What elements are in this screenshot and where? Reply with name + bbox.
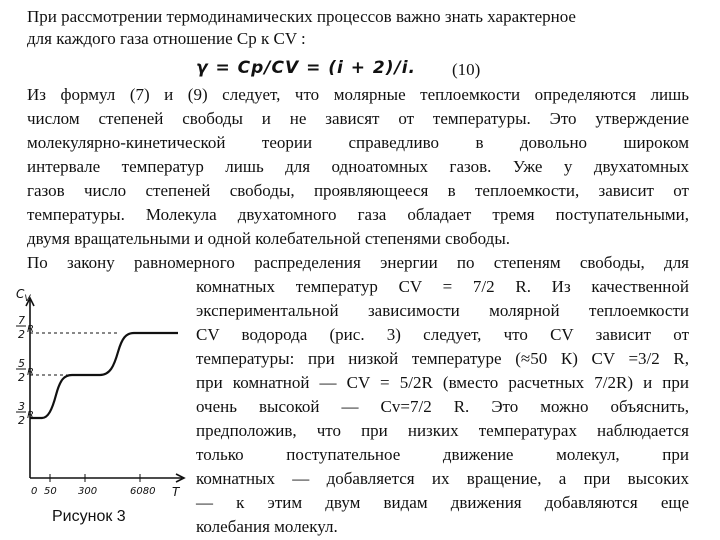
text-line-p3-5: температуры: при низкой температуре (≈50 К) CV =3/2 R, bbox=[196, 349, 689, 368]
text-line-p3-10: комнатных — добавляется их вращение, а при высоких bbox=[196, 469, 689, 488]
x-tick-0: 0 bbox=[31, 486, 38, 497]
text-line-p3-4: CV водорода (рис. 3) следует, что CV зависит от bbox=[196, 325, 689, 344]
text-line-p3-7: очень высокой — Cv=7/2 R. Это можно объяснить, bbox=[196, 397, 689, 416]
text-line-p3-3: экспериментальной зависимости молярной теплоемкости bbox=[196, 301, 689, 320]
text-line-p3-11: — к этим двум видам движения добавляются еще bbox=[196, 493, 689, 512]
text-line-p2-6: температуры. Молекула двухатомного газа обладает тремя поступательными, bbox=[27, 205, 689, 224]
text-line-p2-4: интервале температур лишь для одноатомных газов. Уже у двухатомных bbox=[27, 157, 689, 176]
y-tick-5-2: 5 bbox=[18, 357, 25, 370]
text-line-p2-2: числом степеней свободы и не зависят от температуры. Это утверждение bbox=[27, 109, 689, 128]
formula-10: γ = Cp/CV = (i + 2)/i. bbox=[196, 58, 416, 78]
text-line-p3-9: только поступательное движение молекул, при bbox=[196, 445, 689, 464]
text-line-p3-6: при комнатной — CV = 5/2R (вместо расчетных 7/2R) и при bbox=[196, 373, 689, 392]
equation-number: (10) bbox=[452, 60, 481, 79]
text-line-p3-2: комнатных температур CV = 7/2 R. Из качественной bbox=[196, 277, 689, 296]
y-tick-7-2: 7 bbox=[18, 314, 25, 327]
text-line-2: для каждого газа отношение Cp к CV : bbox=[27, 29, 306, 48]
svg-text:R: R bbox=[27, 324, 34, 335]
text-line-p2-5: газов число степеней свободы, проявляющееся в теплоемкости, зависит от bbox=[27, 181, 689, 200]
y-tick-3-2: 3 bbox=[18, 400, 25, 413]
text-line-p3-12: колебания молекул. bbox=[196, 517, 338, 536]
text-line-p2-7: двумя вращательными и одной колебательной степенями свободы. bbox=[27, 229, 510, 248]
figure-caption: Рисунок 3 bbox=[52, 508, 126, 525]
svg-text:R: R bbox=[27, 367, 34, 378]
x-axis-label: T bbox=[172, 485, 180, 499]
heat-capacity-curve bbox=[30, 333, 178, 418]
text-line-p2-3: молекулярно-кинетической теории справедливо в довольно широком bbox=[27, 133, 689, 152]
text-line-p2-1: Из формул (7) и (9) следует, что молярные теплоемкости определяются лишь bbox=[27, 85, 689, 104]
y-axis-label: $C_V$ bbox=[16, 287, 31, 304]
text-line-p3-1: По закону равномерного распределения энергии по степеням свободы, для bbox=[27, 253, 689, 272]
svg-text:R: R bbox=[27, 410, 34, 421]
x-tick-50: 50 bbox=[44, 486, 57, 497]
text-line-p3-8: предположив, что при низких температурах наблюдается bbox=[196, 421, 689, 440]
text-line-1: При рассмотрении термодинамических процессов важно знать характерное bbox=[27, 7, 576, 26]
svg-text:2: 2 bbox=[18, 371, 25, 384]
svg-text:2: 2 bbox=[18, 414, 25, 427]
x-tick-300: 300 bbox=[78, 486, 98, 497]
svg-text:2: 2 bbox=[18, 328, 25, 341]
x-tick-6080: 6080 bbox=[130, 486, 156, 497]
